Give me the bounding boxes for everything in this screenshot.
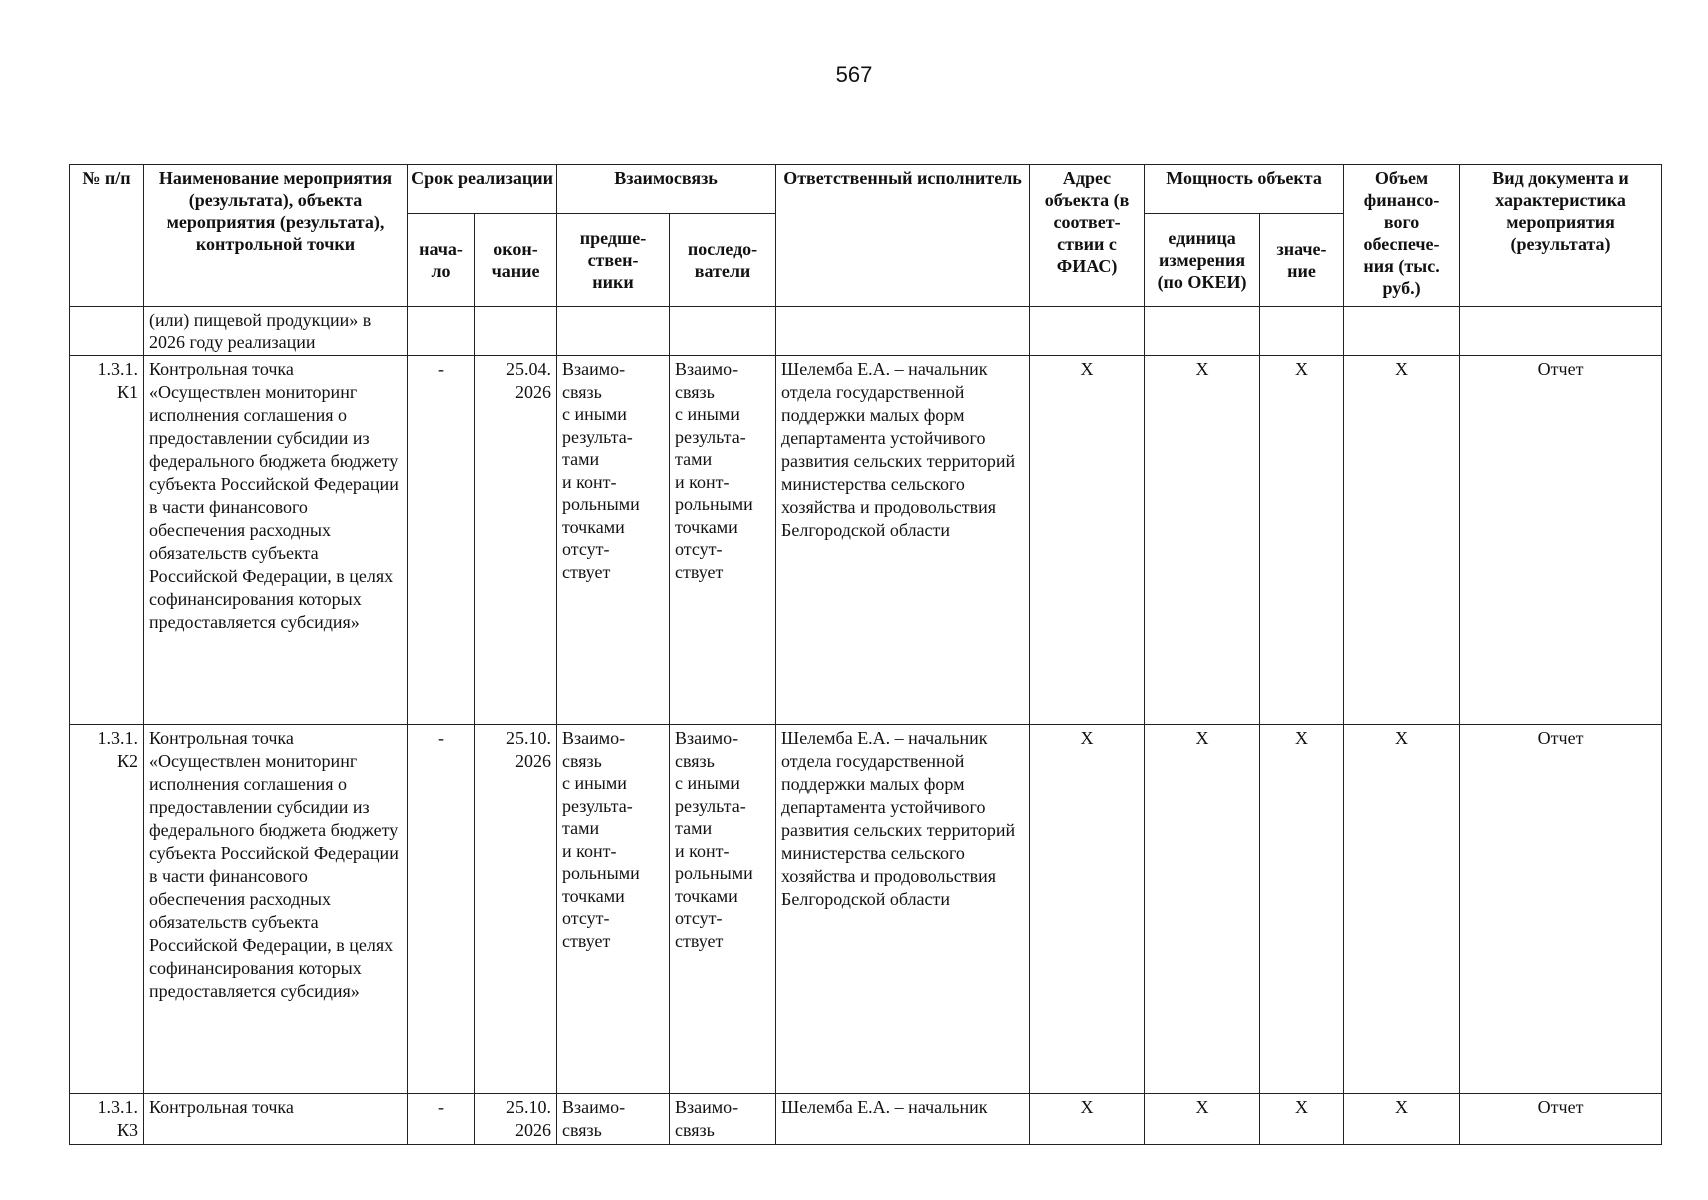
header-link-next: последо- ватели <box>670 214 776 307</box>
header-doc-type: Вид документа и характеристика мероприятия (результата) <box>1460 165 1662 307</box>
table-row <box>70 1094 1662 1145</box>
row-responsible: Шелемба Е.А. – начальник отдела государственной поддержки малых форм департамента устойчивого развития сельских территорий министерства сельского хозяйства и продовольствия Белгородской области <box>776 356 1030 725</box>
row-num: 1.3.1. К2 <box>70 725 144 1094</box>
header-name: Наименование мероприятия (результата), объекта мероприятия (результата), контрольной точки <box>144 165 408 307</box>
header-link-pred: предше- ствен- ники <box>557 214 670 307</box>
header-responsible: Ответственный исполнитель <box>776 165 1030 307</box>
row-unit: X <box>1145 356 1260 725</box>
row-pred: Взаимо- связь с иными результа- тами и конт- рольными точками отсут- ствует <box>557 725 670 1094</box>
row-end: 25.10. 2026 <box>475 1094 557 1145</box>
continuation-row <box>70 307 1662 356</box>
row-pred: Взаимо- связь с иными результа- тами и конт- рольными точками отсут- ствует <box>557 356 670 725</box>
table-header <box>70 165 1662 307</box>
row-next: Взаимо- связь с иными результа- тами и конт- рольными точками отсут- ствует <box>670 725 776 1094</box>
row-end: 25.04. 2026 <box>475 356 557 725</box>
row-start: - <box>408 1094 475 1145</box>
row-responsible: Шелемба Е.А. – начальник отдела государственной поддержки малых форм департамента устойчивого развития сельских территорий министерства сельского хозяйства и продовольствия Белгородской области <box>776 725 1030 1094</box>
row-value: X <box>1260 725 1344 1094</box>
row-volume: X <box>1344 1094 1460 1145</box>
row-name: Контрольная точка <box>144 1094 408 1145</box>
row-end: 25.10. 2026 <box>475 725 557 1094</box>
table-row <box>70 356 1662 725</box>
header-term-start: нача- ло <box>408 214 475 307</box>
header-volume: Объем финансо- вого обеспече- ния (тыс. руб.) <box>1344 165 1460 307</box>
header-capacity: Мощность объекта <box>1145 165 1344 214</box>
header-term: Срок реализации <box>408 165 557 214</box>
row-start: - <box>408 356 475 725</box>
row-start: - <box>408 725 475 1094</box>
continuation-name: (или) пищевой продукции» в 2026 году реализации <box>144 307 408 356</box>
row-address: X <box>1030 725 1145 1094</box>
row-volume: X <box>1344 356 1460 725</box>
row-pred: Взаимо- связь <box>557 1094 670 1145</box>
header-link: Взаимосвязь <box>557 165 776 214</box>
row-volume: X <box>1344 725 1460 1094</box>
row-address: X <box>1030 1094 1145 1145</box>
header-capacity-value: значе- ние <box>1260 214 1344 307</box>
row-next: Взаимо- связь <box>670 1094 776 1145</box>
page-number: 567 <box>835 62 873 87</box>
row-doc: Отчет <box>1460 356 1662 725</box>
row-value: X <box>1260 356 1344 725</box>
row-doc: Отчет <box>1460 1094 1662 1145</box>
row-next: Взаимо- связь с иными результа- тами и конт- рольными точками отсут- ствует <box>670 356 776 725</box>
row-num: 1.3.1. К3 <box>70 1094 144 1145</box>
row-value: X <box>1260 1094 1344 1145</box>
header-num: № п/п <box>70 165 144 307</box>
row-name: Контрольная точка «Осуществлен мониторинг исполнения соглашения о предоставлении субсидии из федерального бюджета бюджету субъекта Российской Федерации в части финансового обеспечения расходных обязательств субъекта Российской Федерации, в целях софинансирования которых предоставляется субсидия» <box>144 356 408 725</box>
row-unit: X <box>1145 1094 1260 1145</box>
table-row <box>70 725 1662 1094</box>
header-capacity-unit: единица измерения (по ОКЕИ) <box>1145 214 1260 307</box>
header-term-end: окон- чание <box>475 214 557 307</box>
row-num: 1.3.1. К1 <box>70 356 144 725</box>
row-address: X <box>1030 356 1145 725</box>
row-name: Контрольная точка «Осуществлен мониторинг исполнения соглашения о предоставлении субсидии из федерального бюджета бюджету субъекта Российской Федерации в части финансового обеспечения расходных обязательств субъекта Российской Федерации, в целях софинансирования которых предоставляется субсидия» <box>144 725 408 1094</box>
row-doc: Отчет <box>1460 725 1662 1094</box>
row-responsible: Шелемба Е.А. – начальник <box>776 1094 1030 1145</box>
header-address: Адрес объекта (в соответ- ствии с ФИАС) <box>1030 165 1145 307</box>
plan-table <box>69 164 1662 1145</box>
row-unit: X <box>1145 725 1260 1094</box>
